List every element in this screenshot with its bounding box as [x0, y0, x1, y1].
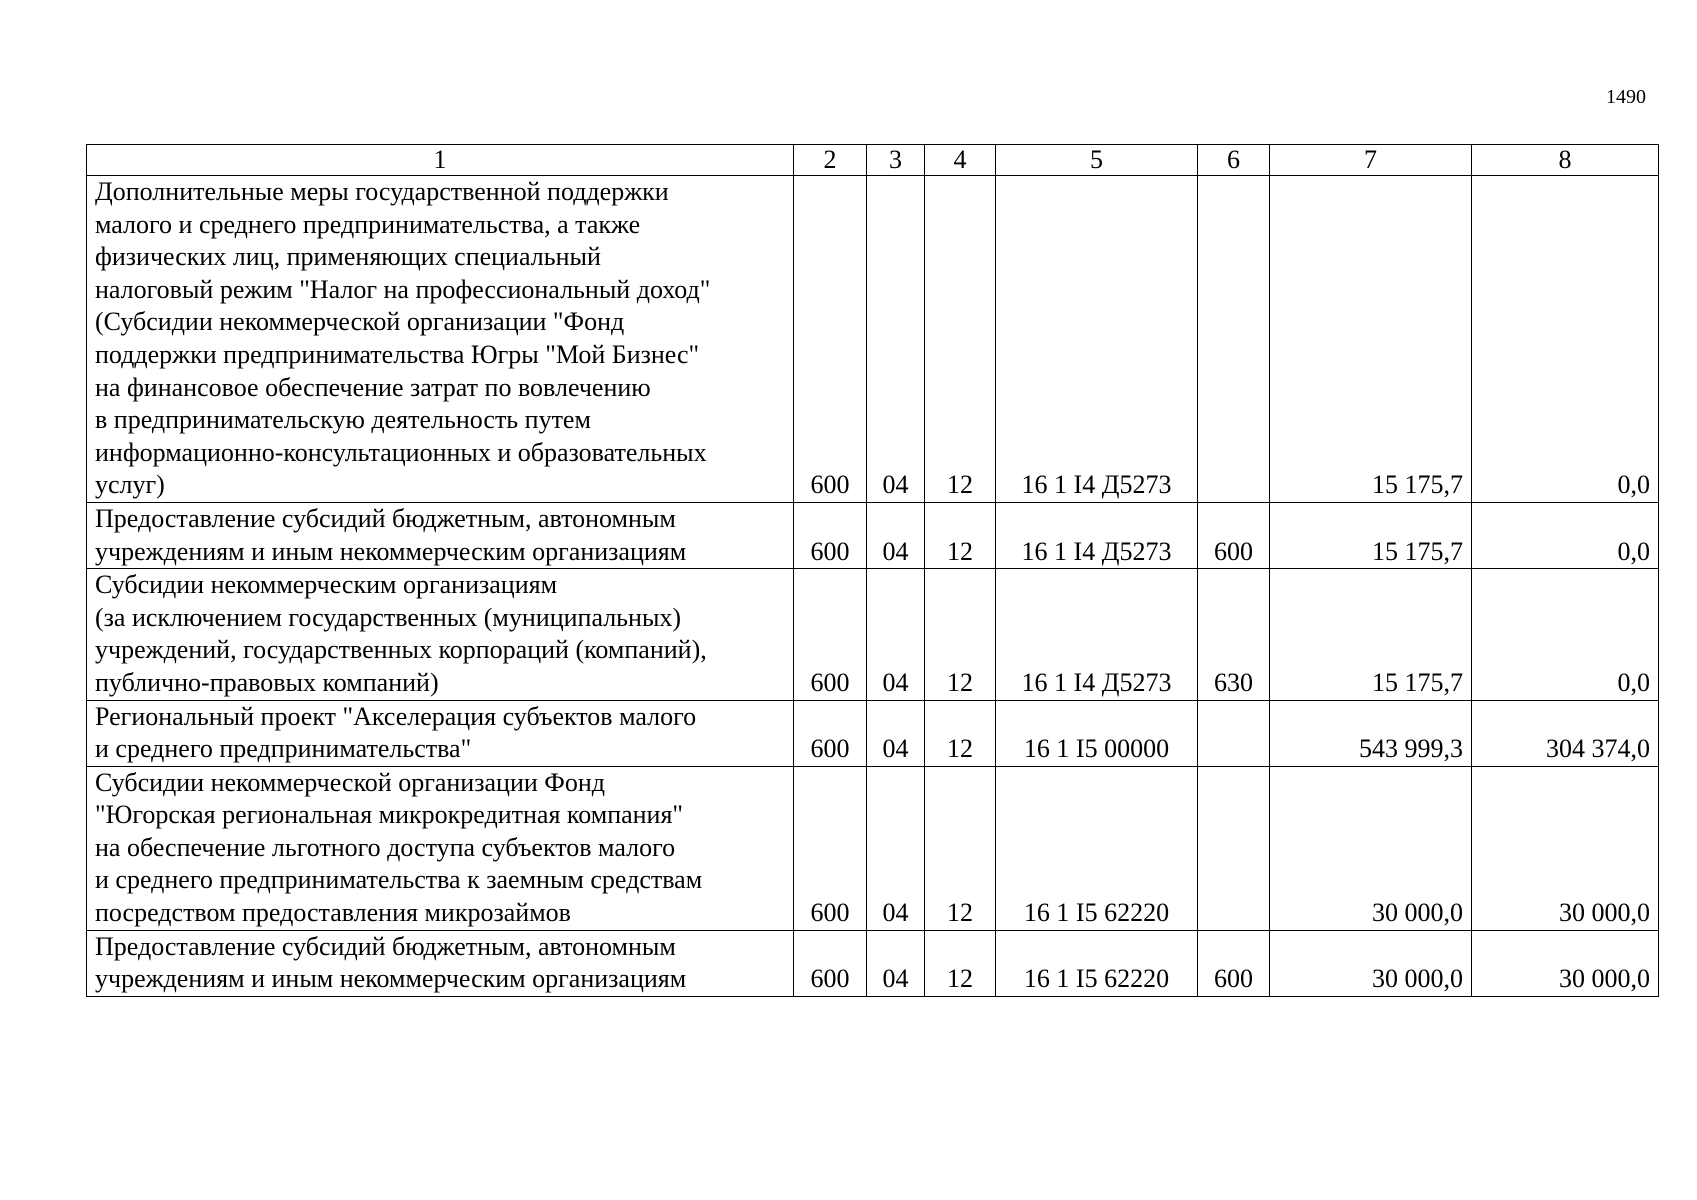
- table-row: [87, 502, 1659, 568]
- cell-col-4: 12: [925, 569, 996, 700]
- cell-col-5: 16 1 I4 Д5273: [996, 502, 1198, 568]
- table-header-row: [87, 145, 1659, 176]
- row-description: Субсидии некоммерческим организациям (за исключением государственных (муниципальных) учреждений, государственных корпораций (компаний), публично-правовых компаний): [87, 569, 794, 700]
- cell-col-2: 600: [794, 569, 867, 700]
- cell-col-2: 600: [794, 930, 867, 996]
- row-description: Дополнительные меры государственной поддержки малого и среднего предпринимательства, а также физических лиц, применяющих специальный налоговый режим "Налог на профессиональный доход" (Субсидии некоммерческой организации "Фонд поддержки предпринимательства Югры "Мой Бизнес" на финансовое обеспечение затрат по вовлечению в предпринимательскую деятельность путем информационно-консультационных и образовательных услуг): [87, 176, 794, 503]
- cell-col-4: 12: [925, 930, 996, 996]
- cell-col-2: 600: [794, 176, 867, 503]
- cell-col-6: 630: [1198, 569, 1270, 700]
- column-header: 2: [794, 145, 867, 176]
- cell-col-8: 30 000,0: [1472, 930, 1659, 996]
- row-description: Предоставление субсидий бюджетным, автономным учреждениям и иным некоммерческим организациям: [87, 502, 794, 568]
- cell-col-3: 04: [867, 569, 925, 700]
- cell-col-6: [1198, 176, 1270, 503]
- cell-col-4: 12: [925, 700, 996, 766]
- cell-col-2: 600: [794, 700, 867, 766]
- cell-col-8: 0,0: [1472, 502, 1659, 568]
- column-header: 8: [1472, 145, 1659, 176]
- cell-col-2: 600: [794, 502, 867, 568]
- cell-col-3: 04: [867, 502, 925, 568]
- budget-table: [86, 144, 1659, 997]
- cell-col-3: 04: [867, 176, 925, 503]
- column-header: 5: [996, 145, 1198, 176]
- table-row: [87, 700, 1659, 766]
- table-row: [87, 930, 1659, 996]
- column-header: 6: [1198, 145, 1270, 176]
- cell-col-8: 0,0: [1472, 176, 1659, 503]
- cell-col-7: 30 000,0: [1270, 930, 1472, 996]
- cell-col-7: 543 999,3: [1270, 700, 1472, 766]
- cell-col-4: 12: [925, 176, 996, 503]
- row-description: Предоставление субсидий бюджетным, автономным учреждениям и иным некоммерческим организациям: [87, 930, 794, 996]
- cell-col-7: 15 175,7: [1270, 502, 1472, 568]
- cell-col-3: 04: [867, 700, 925, 766]
- cell-col-7: 15 175,7: [1270, 176, 1472, 503]
- cell-col-4: 12: [925, 766, 996, 930]
- table-row: [87, 569, 1659, 700]
- column-header: 4: [925, 145, 996, 176]
- cell-col-6: [1198, 766, 1270, 930]
- cell-col-5: 16 1 I4 Д5273: [996, 176, 1198, 503]
- column-header: 7: [1270, 145, 1472, 176]
- row-description: Региональный проект "Акселерация субъектов малого и среднего предпринимательства": [87, 700, 794, 766]
- column-header: 3: [867, 145, 925, 176]
- cell-col-6: [1198, 700, 1270, 766]
- cell-col-7: 15 175,7: [1270, 569, 1472, 700]
- cell-col-3: 04: [867, 930, 925, 996]
- cell-col-3: 04: [867, 766, 925, 930]
- page-number: 1490: [1606, 86, 1646, 108]
- cell-col-6: 600: [1198, 930, 1270, 996]
- cell-col-8: 304 374,0: [1472, 700, 1659, 766]
- cell-col-5: 16 1 I4 Д5273: [996, 569, 1198, 700]
- table-row: [87, 766, 1659, 930]
- cell-col-4: 12: [925, 502, 996, 568]
- column-header: 1: [87, 145, 794, 176]
- cell-col-5: 16 1 I5 00000: [996, 700, 1198, 766]
- cell-col-8: 0,0: [1472, 569, 1659, 700]
- cell-col-2: 600: [794, 766, 867, 930]
- cell-col-5: 16 1 I5 62220: [996, 766, 1198, 930]
- cell-col-5: 16 1 I5 62220: [996, 930, 1198, 996]
- cell-col-6: 600: [1198, 502, 1270, 568]
- cell-col-7: 30 000,0: [1270, 766, 1472, 930]
- row-description: Субсидии некоммерческой организации Фонд "Югорская региональная микрокредитная компания" на обеспечение льготного доступа субъектов малого и среднего предпринимательства к заемным средствам посредством предоставления микрозаймов: [87, 766, 794, 930]
- table-row: [87, 176, 1659, 503]
- cell-col-8: 30 000,0: [1472, 766, 1659, 930]
